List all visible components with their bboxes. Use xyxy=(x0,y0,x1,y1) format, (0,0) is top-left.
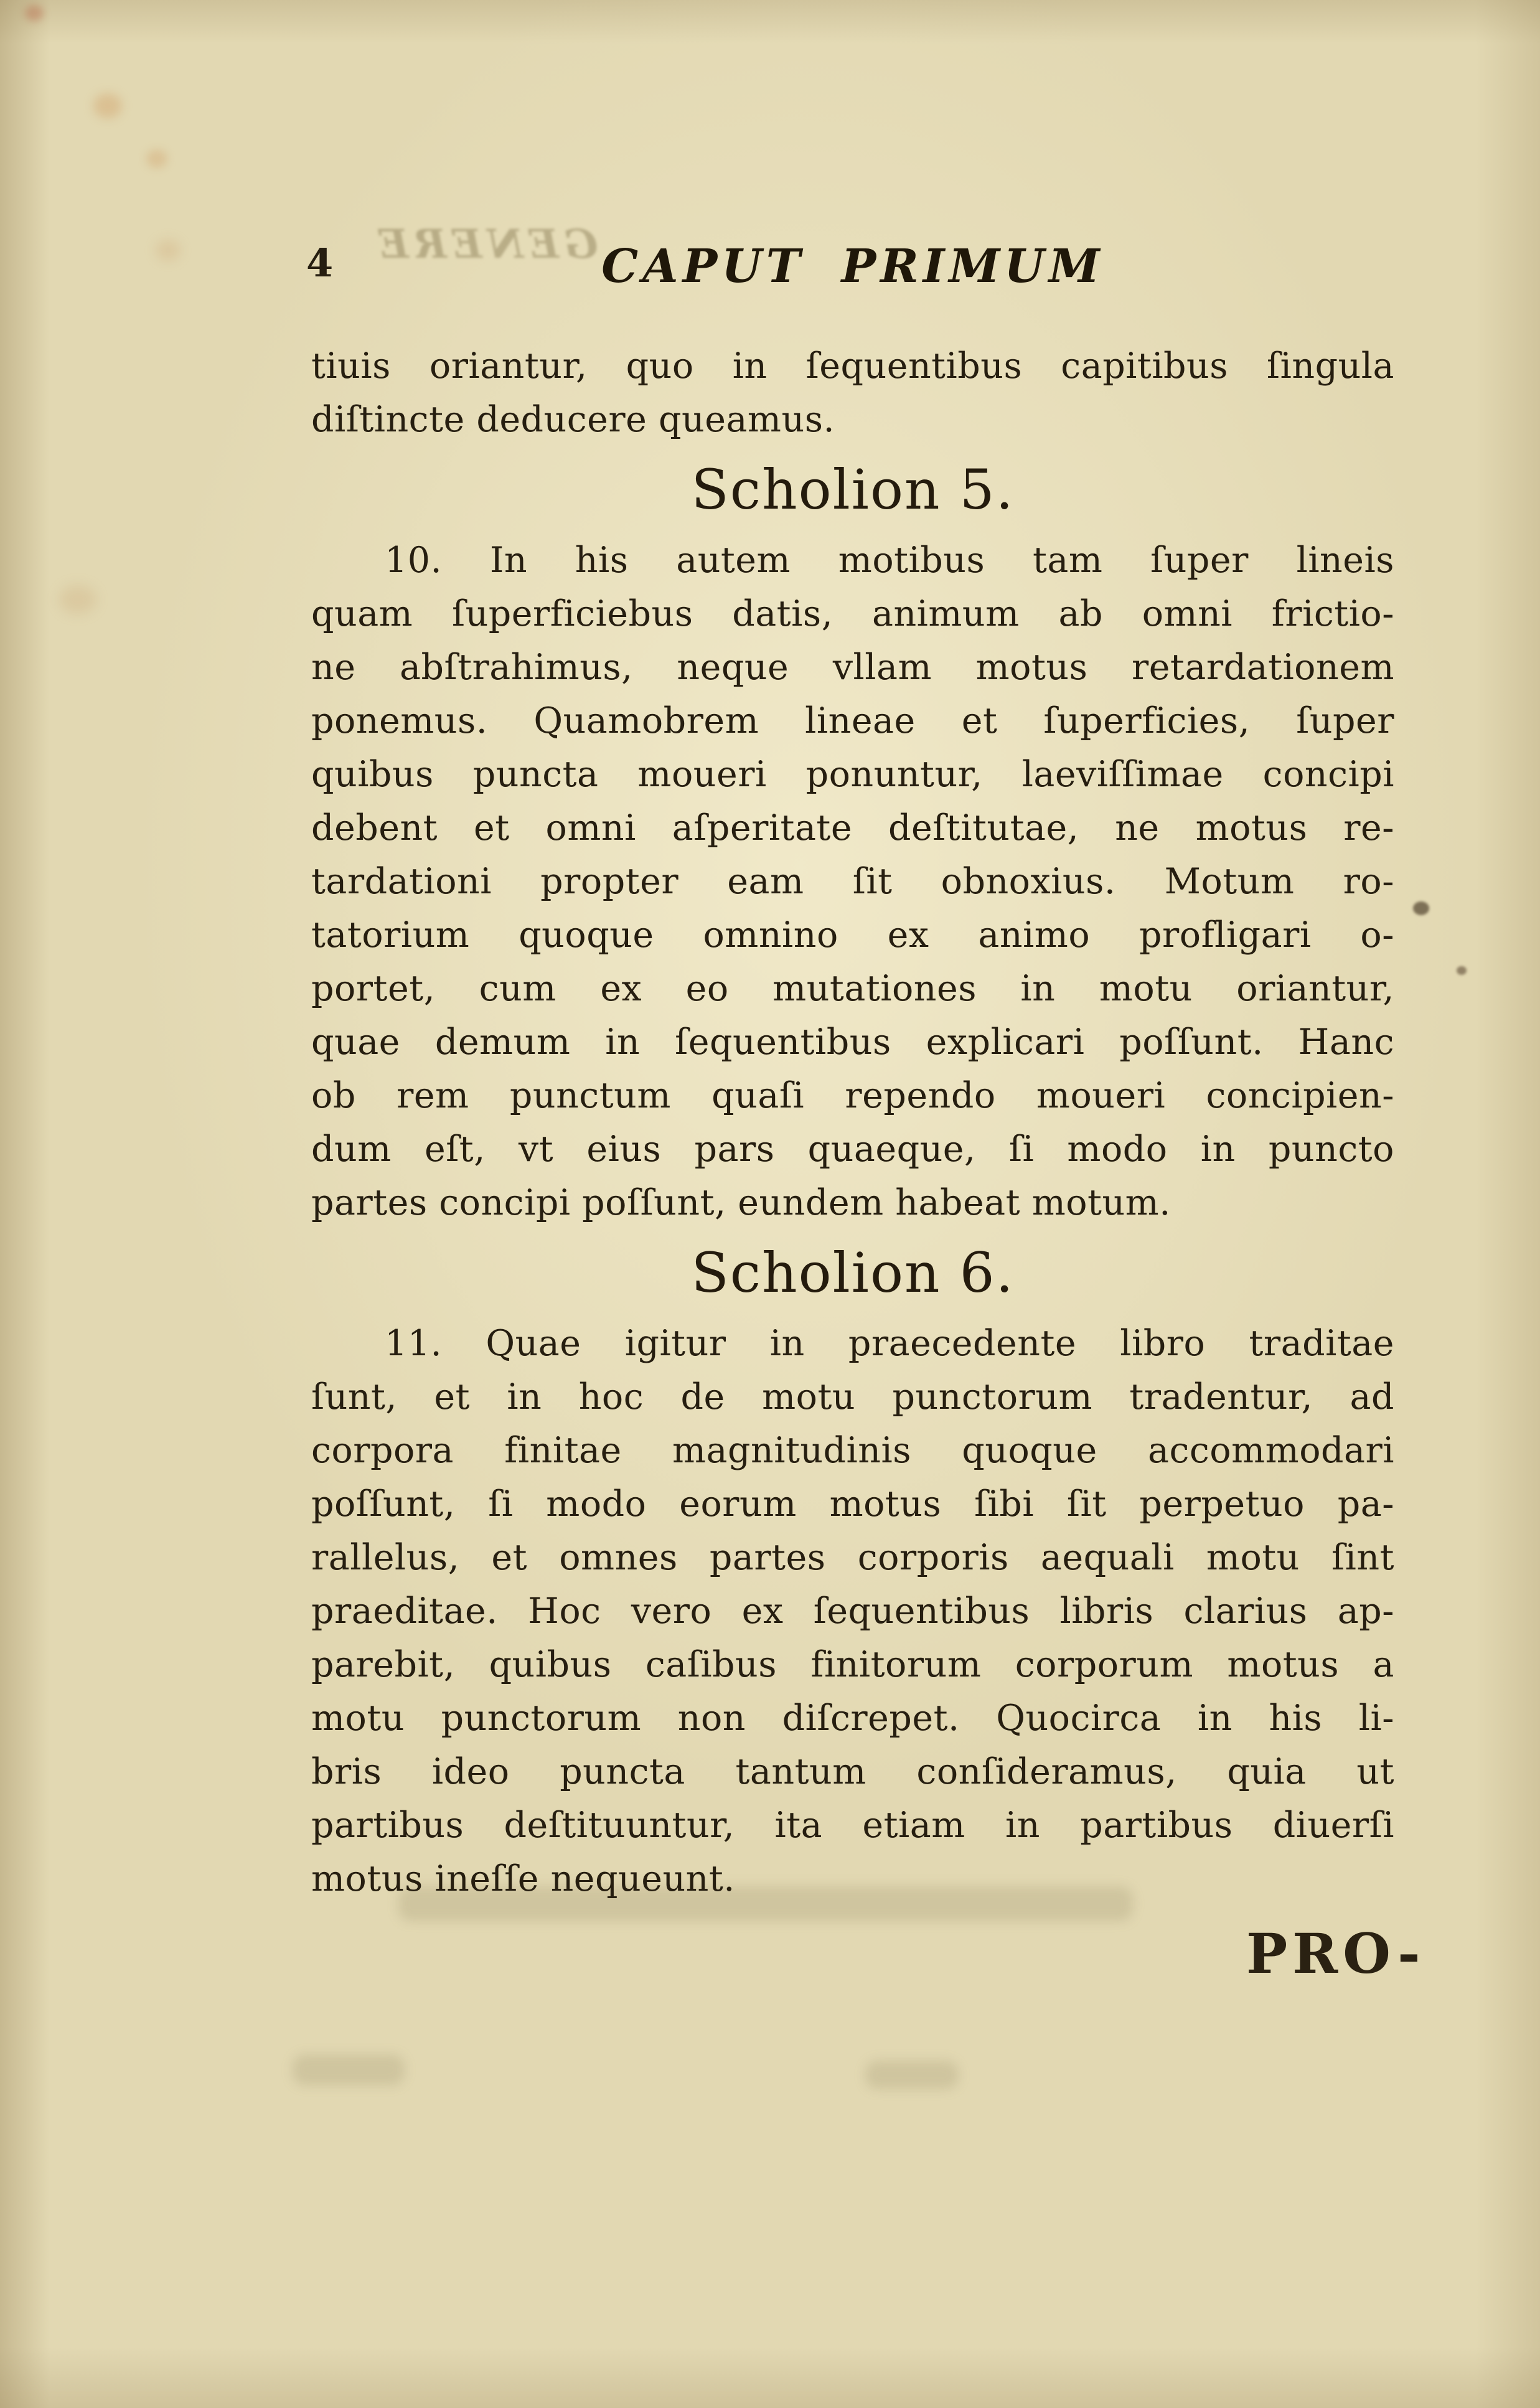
paragraph-11 xyxy=(311,1317,1394,1906)
text-line: tatorium quoque omnino ex animo profligari o- xyxy=(311,915,1394,956)
text-line: bris ideo puncta tantum conſideramus, quia ut xyxy=(311,1751,1394,1792)
text-line: parebit, quibus caſibus finitorum corporum motus a xyxy=(311,1644,1394,1685)
verso-show-through-header: GENERE xyxy=(373,221,598,268)
text-line: dum eſt, vt eius pars quaeque, ſi modo in puncto xyxy=(311,1129,1394,1170)
text-line: partes concipi poſſunt, eundem habeat motum. xyxy=(311,1182,1171,1223)
text-line: quibus puncta moueri ponuntur, laeviſſimae concipi xyxy=(311,754,1394,795)
text-line: corpora finitae magnitudinis quoque accommodari xyxy=(311,1430,1394,1471)
text-line: ponemus. Quamobrem lineae et ſuperficies, ſuper xyxy=(311,700,1394,741)
text-line: tardationi propter eam ſit obnoxius. Motum ro- xyxy=(311,861,1394,902)
text-line: debent et omni aſperitate deſtitutae, ne motus re- xyxy=(311,807,1394,849)
text-line: quam ſuperficiebus datis, animum ab omni frictio- xyxy=(311,593,1394,634)
page-number: 4 xyxy=(306,240,334,286)
text-line: rallelus, et omnes partes corporis aequali motu ſint xyxy=(311,1537,1394,1578)
text-line: motus ineſſe nequeunt. xyxy=(311,1858,735,1899)
text-line: 11. Quae igitur in praecedente libro traditae xyxy=(385,1323,1394,1364)
paragraph-10 xyxy=(311,534,1394,1230)
foxing-stain xyxy=(93,93,122,118)
text-line: ne abſtrahimus, neque vllam motus retardationem xyxy=(311,647,1394,688)
text-line: ob rem punctum quaſi rependo moueri concipien- xyxy=(311,1075,1394,1116)
text-line: quae demum in ſequentibus explicari poſſunt. Hanc xyxy=(311,1022,1394,1063)
verso-show-through-blob xyxy=(865,2061,959,2089)
text-line: 10. In his autem motibus tam ſuper lineis xyxy=(385,540,1394,581)
foxing-stain xyxy=(59,585,96,614)
text-line: diſtincte deducere queamus. xyxy=(311,399,835,440)
running-header: CAPUT PRIMUM xyxy=(601,240,1104,293)
text-line: poſſunt, ſi modo eorum motus ſibi ſit perpetuo pa- xyxy=(311,1484,1394,1525)
foxing-stain xyxy=(146,149,167,168)
section-heading-scholion-5: Scholion 5. xyxy=(691,458,1015,522)
text-line: tiuis oriantur, quo in ſequentibus capitibus ſingula xyxy=(311,346,1394,387)
text-line: ſunt, et in hoc de motu punctorum tradentur, ad xyxy=(311,1376,1394,1418)
text-line: partibus deſtituuntur, ita etiam in partibus diuerſi xyxy=(311,1805,1394,1846)
ink-spot xyxy=(1413,901,1429,915)
text-line: portet, cum ex eo mutationes in motu oriantur, xyxy=(311,968,1394,1009)
foxing-stain xyxy=(25,5,44,21)
section-heading-scholion-6: Scholion 6. xyxy=(691,1241,1015,1305)
text-block xyxy=(311,339,1394,1906)
catchword: PRO- xyxy=(1246,1921,1425,1986)
text-line: motu punctorum non diſcrepet. Quocirca in his li- xyxy=(311,1698,1394,1739)
text-line: praeditae. Hoc vero ex ſequentibus libris clarius ap- xyxy=(311,1591,1394,1632)
ink-spot xyxy=(1457,966,1467,975)
verso-show-through-blob xyxy=(293,2054,405,2086)
foxing-stain xyxy=(156,240,181,261)
continuation-paragraph xyxy=(311,339,1394,446)
